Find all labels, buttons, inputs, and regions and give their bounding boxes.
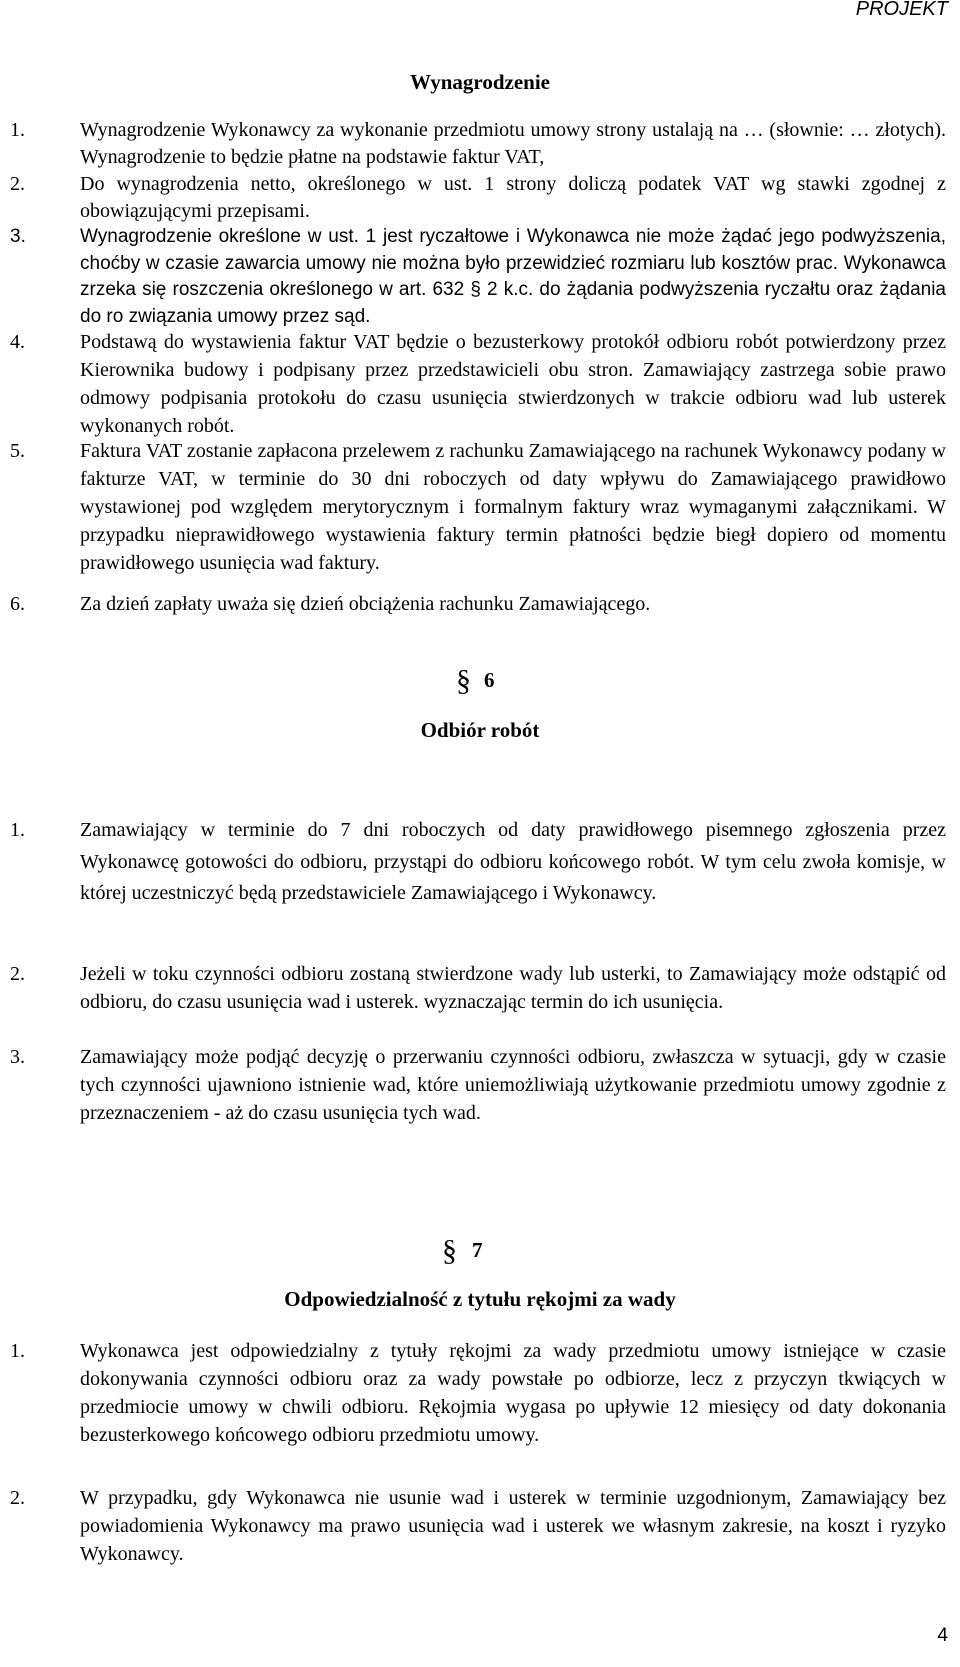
item-text: Wykonawca jest odpowiedzialny z tytuły rękojmi za wady przedmiotu umowy istniejące w czasie dokonywania czynności odbioru oraz za wady powstałe po odbiorze, lecz z przyczyn tkwiących w przedmiocie umowy w chwili odbioru. Rękojmia wygasa po upływie 12 miesięcy od daty dokonania bezusterkowego końcowego odbioru przedmiotu umowy. — [80, 1340, 946, 1446]
page-number: 4 — [937, 1625, 948, 1646]
list-item — [10, 171, 946, 225]
item-text: W przypadku, gdy Wykonawca nie usunie wad i usterek w terminie uzgodnionym, Zamawiający bez powiadomienia Wykonawcy ma prawo usunięcia wad i usterek we własnym zakresie, na koszt i ryzyko Wykonawcy. — [80, 1487, 946, 1565]
paragraph-symbol: § — [456, 664, 471, 697]
item-text: Za dzień zapłaty uważa się dzień obciążenia rachunku Zamawiającego. — [80, 593, 651, 615]
item-number: 2. — [10, 1487, 25, 1509]
item-text: Jeżeli w toku czynności odbioru zostaną stwierdzone wady lub usterki, to Zamawiający może odstąpić od odbioru, do czasu usunięcia wad i usterek. wyznaczając termin do ich usunięcia. — [80, 963, 946, 1013]
section-title-remuneration: Wynagrodzenie — [410, 70, 550, 94]
section-title-warranty: Odpowiedzialność z tytułu rękojmi za wady — [284, 1287, 676, 1311]
page-header-label: PROJEKT — [855, 0, 948, 20]
list-item — [10, 224, 946, 330]
list-item — [10, 960, 946, 1016]
list-item — [10, 590, 946, 618]
list-item — [10, 328, 946, 440]
item-text: Zamawiający w terminie do 7 dni roboczych od daty prawidłowego pisemnego zgłoszenia przez Wykonawcę gotowości do odbioru, przystąpi do odbioru końcowego robót. W tym celu zwoła komisje, w której uczestniczyć będą przedstawiciele Zamawiającego i Wykonawcy. — [80, 819, 946, 904]
item-number: 6. — [10, 593, 25, 615]
item-number: 3. — [10, 226, 26, 247]
item-number: 5. — [10, 440, 25, 462]
item-number: 2. — [10, 173, 25, 195]
paragraph-number: 7 — [472, 1238, 483, 1262]
item-number: 2. — [10, 963, 25, 985]
list-item — [10, 1043, 946, 1127]
item-number: 1. — [10, 819, 25, 841]
list-item — [10, 1484, 946, 1568]
item-number: 1. — [10, 1340, 25, 1362]
section-title-acceptance: Odbiór robót — [420, 718, 540, 742]
item-text: Faktura VAT zostanie zapłacona przelewem z rachunku Zamawiającego na rachunek Wykonawcy podany w fakturze VAT, w terminie do 30 dni roboczych od daty wpływu do Zamawiającego prawidłowo wystawionej pod względem merytorycznym i formalnym faktury wraz wymaganymi załącznikami. W przypadku nieprawidłowego wystawienia faktury termin płatności będzie biegł dopiero od momentu prawidłowego usunięcia wad faktury. — [80, 440, 946, 574]
item-text: Wynagrodzenie określone w ust. 1 jest ryczałtowe i Wykonawca nie może żądać jego podwyższenia, choćby w czasie zawarcia umowy nie można było przewidzieć rozmiaru lub kosztów prac. Wykonawca zrzeka się roszczenia określonego w art. 632 § 2 k.c. do żądania podwyższenia ryczałtu oraz żądania do ro związania umowy przez sąd. — [80, 226, 946, 327]
list-item — [10, 117, 946, 171]
list-item — [10, 815, 946, 910]
item-text: Wynagrodzenie Wykonawcy za wykonanie przedmiotu umowy strony ustalają na … (słownie: … złotych). Wynagrodzenie to będzie płatne na podstawie faktur VAT, — [80, 119, 946, 168]
item-text: Podstawą do wystawienia faktur VAT będzie o bezusterkowy protokół odbioru robót potwierdzony przez Kierownika budowy i podpisany przez przedstawicieli obu stron. Zamawiający zastrzega sobie prawo odmowy podpisania protokołu do czasu usunięcia stwierdzonych w trakcie odbioru wad lub usterek wykonanych robót. — [80, 331, 946, 437]
item-number: 1. — [10, 119, 25, 141]
list-item — [10, 437, 946, 577]
item-number: 3. — [10, 1046, 25, 1068]
item-number: 4. — [10, 331, 25, 353]
paragraph-number: 6 — [484, 668, 495, 692]
item-text: Zamawiający może podjąć decyzję o przerwaniu czynności odbioru, zwłaszcza w sytuacji, gdy w czasie tych czynności ujawniono istnienie wad, które uniemożliwiają użytkowanie przedmiotu umowy zgodnie z przeznaczeniem - aż do czasu usunięcia tych wad. — [80, 1046, 946, 1124]
item-text: Do wynagrodzenia netto, określonego w ust. 1 strony doliczą podatek VAT wg stawki zgodnej z obowiązującymi przepisami. — [80, 173, 946, 222]
list-item — [10, 1337, 946, 1449]
paragraph-symbol: § — [442, 1234, 457, 1267]
